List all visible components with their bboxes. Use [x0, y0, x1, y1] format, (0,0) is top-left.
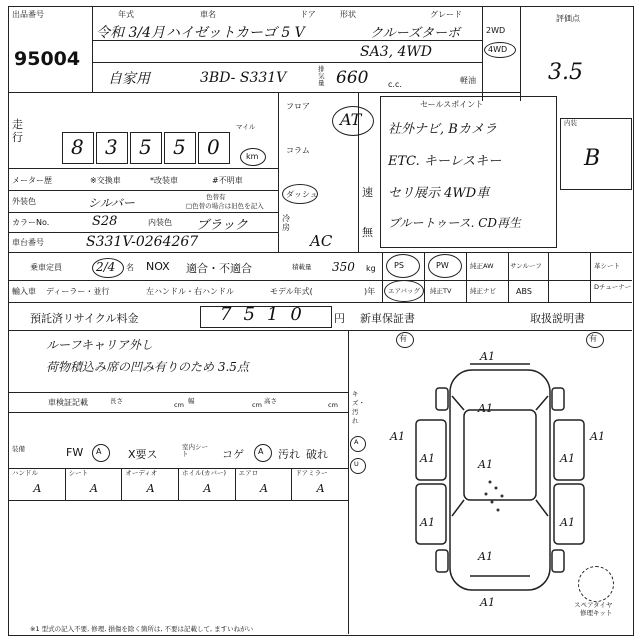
mileage-label: 走行: [12, 118, 23, 144]
mileage-digit-value: 5: [139, 135, 152, 159]
condition-cell-label: ハンドル: [12, 469, 38, 477]
warranty-label: 新車保証書: [360, 312, 415, 325]
meter-opt3: #不明車: [212, 176, 243, 185]
damage-mark-rr-door: A1: [560, 516, 575, 529]
model-label: 車名: [200, 10, 216, 19]
mileage-digit: [130, 132, 162, 164]
color-value: シルバー: [88, 196, 135, 210]
condition-cell-value: A: [89, 482, 98, 495]
import-modelyear: モデル年式(: [270, 287, 313, 296]
size-h: 高さ: [264, 397, 277, 405]
vin-value: S331V-0264267: [86, 234, 199, 250]
damage-mark-l-side: A1: [390, 430, 405, 443]
dent-dots: [485, 481, 504, 512]
mu-label: 無: [362, 226, 373, 239]
grade-value: クルーズターボ: [370, 26, 460, 41]
condition-cell-label: シート: [68, 469, 89, 477]
vin-label: 車台番号: [12, 238, 44, 247]
capacity-value: 2/4: [96, 260, 116, 274]
equip-airbag: エアバッグ: [388, 287, 420, 295]
column-label: コラム: [286, 146, 310, 155]
colorcode-value: S28: [92, 214, 118, 229]
right-rear-door: [554, 484, 584, 544]
warranty-mark: 有: [399, 334, 407, 343]
seat-label: 室内シート: [182, 443, 208, 458]
mileage-digit: [96, 132, 128, 164]
size-cm1: cm: [174, 401, 184, 409]
mileage-digit: [62, 132, 94, 164]
manual-mark: 有: [589, 334, 597, 343]
mileage-digit: [198, 132, 230, 164]
type-label: 形状: [340, 10, 356, 19]
spare-note: 修理キット: [580, 609, 613, 617]
condition-cell: [8, 468, 65, 500]
equip-pw: PW: [436, 261, 449, 270]
capacity-label: 乗車定員: [30, 263, 62, 272]
import-yearclose: )年: [364, 287, 376, 296]
damage-mark-rf-door: A1: [560, 452, 575, 465]
damage-mark-r-side: A1: [590, 430, 605, 443]
equip-tuner: Dチューナー: [594, 283, 632, 291]
condition-cell-label: オーディオ: [125, 469, 158, 477]
spare-label: スペアタイヤ: [574, 601, 613, 609]
side-mark: キズ・汚れ: [352, 390, 365, 425]
interior-label: 内装: [564, 119, 577, 127]
equip-sunroof: サンルーフ: [510, 262, 542, 270]
recycle-label: 預託済リサイクル料金: [30, 312, 139, 325]
condition-cell: [235, 468, 292, 500]
left-rear-door: [416, 484, 446, 544]
damage-mark-hood: A1: [478, 402, 493, 415]
import-steering: 左ハンドル・右ハンドル: [146, 287, 234, 296]
recycle-unit: 円: [334, 312, 345, 325]
side-a: A: [354, 438, 359, 446]
floor-label: フロア: [286, 102, 310, 111]
equip-ps: PS: [394, 261, 404, 270]
equip-tv: 純正TV: [430, 287, 452, 295]
rear-left-wheel: [436, 550, 448, 572]
yabure-label: 破れ: [306, 448, 328, 461]
score-label: 評価点: [556, 14, 580, 23]
grade-label: グレード: [430, 10, 462, 19]
ac-value: AC: [310, 232, 333, 250]
front-left-wheel: [436, 388, 448, 410]
sales-point-3: セリ展示 4WD車: [388, 186, 490, 201]
damage-mark-front: A1: [480, 350, 495, 363]
damage-mark-lr-door: A1: [420, 516, 435, 529]
damage-mark-rear: A1: [478, 550, 493, 563]
condition-cell: [65, 468, 122, 500]
equip-leather: 革シート: [594, 262, 620, 270]
load-unit: kg: [366, 264, 376, 273]
size-label: 車検証記載: [48, 398, 88, 407]
color-note1: 色替有: [206, 193, 226, 201]
fw-label: FW: [66, 446, 84, 459]
side-u: U: [354, 460, 359, 468]
condition-grid: [8, 468, 348, 500]
equip-aw: 純正AW: [470, 262, 494, 270]
doors-label: ドア: [300, 10, 316, 19]
at-label: AT: [340, 110, 362, 129]
mileage-unit: マイル: [236, 123, 256, 131]
condition-cell: [121, 468, 178, 500]
condition-cell-value: A: [146, 482, 155, 495]
condition-cell: [291, 468, 348, 500]
car-roof-outline: [464, 410, 536, 500]
size-cm3: cm: [328, 401, 338, 409]
size-l: 長さ: [110, 397, 123, 405]
footer-note: ※1 型式の記入不要, 修理, 損傷を除く箇所は, 不要は記載して, ますいねがい: [30, 625, 254, 633]
mileage-digit-value: 3: [105, 135, 118, 159]
condition-cell-value: A: [33, 482, 42, 495]
manual-label: 取扱説明書: [530, 312, 585, 325]
sales-point-2: ETC. キーレスキー: [388, 154, 502, 169]
year-value: 令和 3/4月: [96, 25, 165, 41]
condition-cell: [178, 468, 235, 500]
damage-mark-roof: A1: [478, 458, 493, 471]
x-mark: X要ス: [128, 448, 158, 461]
sales-point-4: ブルートゥース. CD再生: [388, 216, 522, 230]
car-body-outline: [450, 370, 550, 590]
chassis-code: 3BD- S331V: [200, 70, 287, 86]
condition-cell-label: ホイル(カバー): [182, 469, 227, 477]
import-dealer: ディーラー・並行: [46, 287, 110, 296]
condition-cell-value: A: [316, 482, 325, 495]
equip-cond-label: 装備: [12, 445, 25, 453]
equip-abs: ABS: [516, 287, 532, 296]
damage-mark-lf-door: A1: [420, 452, 435, 465]
model-value: ハイゼットカーゴ 5 V: [166, 25, 305, 41]
left-front-door: [416, 420, 446, 480]
interiorcolor-value: ブラック: [196, 218, 248, 233]
import-label: 輸入車: [12, 287, 36, 296]
light-label: 軽油: [460, 76, 476, 85]
note-line-2: 荷物積込み席の凹み有りのため 3.5点: [46, 360, 249, 374]
equip-navi: 純正ナビ: [470, 287, 496, 295]
spare-tire-circle: [578, 566, 614, 602]
km-label: km: [246, 152, 259, 161]
meter-label: メーター歴: [12, 176, 52, 185]
recycle-value: 7510: [220, 304, 314, 325]
color-note2: □色替の場合は旧色を記入: [186, 202, 264, 210]
size-cm2: cm: [252, 401, 262, 409]
drive-2wd: 2WD: [486, 26, 506, 35]
use-value: 自家用: [108, 71, 150, 87]
dash-label: ダッシュ: [286, 190, 318, 199]
lot-label: 出品番号: [12, 10, 44, 19]
sales-points-title: セールスポイント: [420, 100, 484, 109]
condition-cell-value: A: [203, 482, 212, 495]
yogore-label: 汚れ: [278, 448, 300, 461]
grade-detail: SA3, 4WD: [360, 44, 433, 60]
condition-cell-label: ドアミラー: [295, 469, 328, 477]
interiorcolor-label: 内装色: [148, 218, 172, 227]
damage-mark-bottom: A1: [480, 596, 495, 609]
rear-right-wheel: [552, 550, 564, 572]
mileage-digit-value: 8: [71, 135, 84, 159]
mileage-digit-value: 5: [173, 135, 186, 159]
displacement-label: 排気量: [318, 65, 325, 87]
condition-cell-value: A: [259, 482, 268, 495]
load-label: 積載量: [292, 263, 312, 271]
displacement-value: 660: [336, 68, 369, 88]
front-right-wheel: [552, 388, 564, 410]
ac-label: 冷房: [282, 214, 290, 232]
drive-4wd: 4WD: [488, 45, 508, 54]
size-w: 幅: [188, 397, 195, 405]
capacity-unit: 名: [126, 263, 134, 272]
koge-label: コゲ: [222, 448, 244, 461]
meter-opt1: ※交換車: [90, 176, 121, 185]
colorcode-label: カラーNo.: [12, 218, 50, 227]
note-line-1: ルーフキャリア外し: [46, 338, 153, 352]
color-label: 外装色: [12, 197, 36, 206]
sokudo-label: 速: [362, 186, 373, 199]
lot-number: 95004: [14, 48, 81, 70]
interior-score: B: [584, 146, 601, 171]
overall-score: 3.5: [548, 60, 583, 85]
load-value: 350: [332, 260, 355, 274]
fw-value: A: [96, 447, 102, 456]
nox-label: NOX: [146, 260, 170, 273]
sales-point-1: 社外ナビ, Bカメラ: [388, 122, 497, 137]
cc-unit: c.c.: [388, 80, 402, 89]
koge-value: A: [258, 447, 264, 456]
year-label: 年式: [118, 10, 134, 19]
meter-opt2: *改装車: [150, 176, 178, 185]
mileage-digit-value: 0: [207, 135, 220, 159]
right-front-door: [554, 420, 584, 480]
nox-values: 適合・不適合: [186, 262, 252, 275]
mileage-digit: [164, 132, 196, 164]
condition-cell-label: エアロ: [238, 469, 259, 477]
